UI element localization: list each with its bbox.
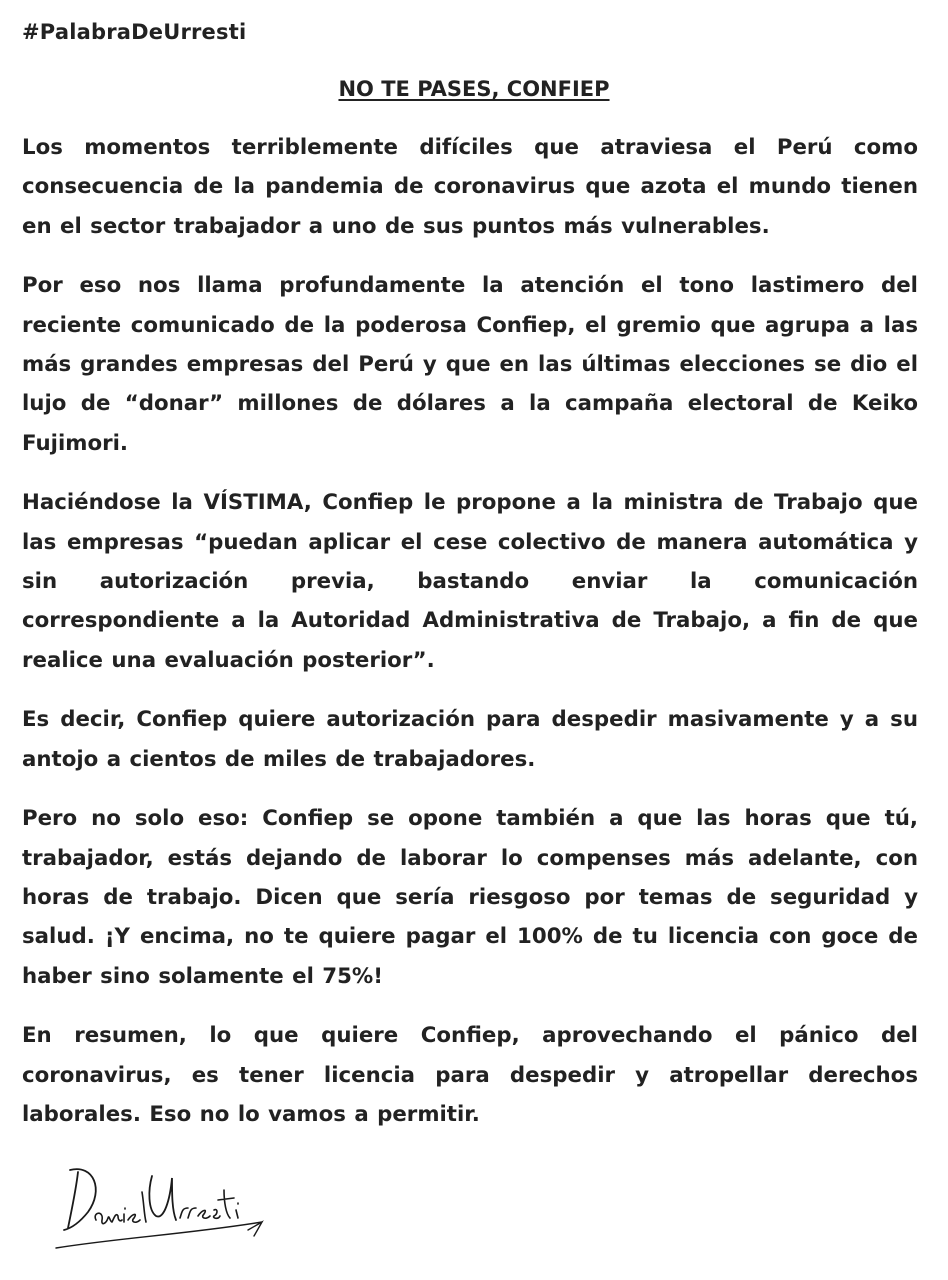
paragraph-4: Es decir, Confiep quiere autorización para despedir masivamente y a su antojo a cientos de miles de trabajadores.	[22, 707, 918, 772]
document-body	[22, 128, 918, 1154]
paragraph-6: En resumen, lo que quiere Confiep, aprovechando el pánico del coronavirus, es tener licencia para despedir y atropellar derechos laborales. Eso no lo vamos a permitir.	[22, 1023, 918, 1127]
handwritten-signature	[48, 1150, 288, 1260]
paragraph-5: Pero no solo eso: Confiep se opone también a que las horas que tú, trabajador, estás dejando de laborar lo compenses más adelante, con horas de trabajo. Dicen que sería riesgoso por temas de seguridad y salud. ¡Y encima, no te quiere pagar el 100% de tu licencia con goce de haber sino solamente el 75%!	[22, 806, 918, 989]
paragraph-1: Los momentos terriblemente difíciles que atraviesa el Perú como consecuencia de la pandemia de coronavirus que azota el mundo tienen en el sector trabajador a uno de sus puntos más vulnerables.	[22, 135, 918, 239]
paragraph-2: Por eso nos llama profundamente la atención el tono lastimero del reciente comunicado de la poderosa Confiep, el gremio que agrupa a las más grandes empresas del Perú y que en las últimas elecciones se dio el lujo de “donar” millones de dólares a la campaña electoral de Keiko Fujimori.	[22, 273, 918, 456]
paragraph-3: Haciéndose la VÍSTIMA, Confiep le propone a la ministra de Trabajo que las empresas “puedan aplicar el cese colectivo de manera automática y sin autorización previa, bastando enviar la comunicación correspondiente a la Autoridad Administrativa de Trabajo, a fin de que realice una evaluación posterior”.	[22, 490, 918, 673]
document-title: NO TE PASES, CONFIEP	[338, 77, 610, 101]
hashtag: #PalabraDeUrresti	[22, 20, 247, 44]
